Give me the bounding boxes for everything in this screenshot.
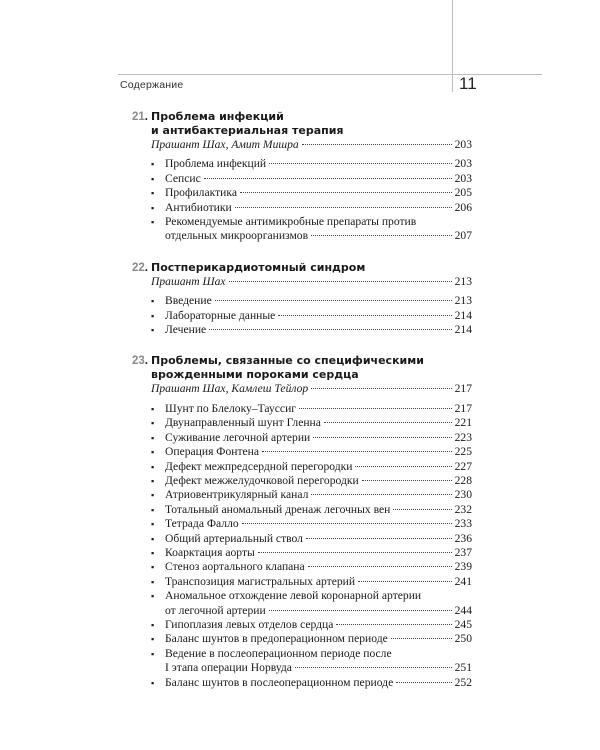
bullet-icon: ▪ — [151, 677, 155, 688]
toc-item-page: 227 — [454, 459, 472, 473]
toc-item[interactable] — [151, 201, 472, 215]
chapter-number — [132, 261, 151, 275]
toc-item-page: 237 — [454, 545, 472, 559]
toc-item-line — [165, 309, 472, 323]
toc-item[interactable] — [151, 157, 472, 171]
chapter-number-digits: 21 — [132, 111, 145, 123]
toc-item-line — [165, 474, 472, 488]
chapter-title-line: Проблемы, связанные со специфическими — [151, 354, 424, 368]
toc-item-text: Дефект межжелудочковой перегородки — [165, 473, 359, 487]
dot-leader — [311, 235, 452, 236]
toc-item[interactable] — [151, 172, 472, 186]
toc-item-page: 203 — [454, 157, 472, 171]
toc-item-body — [165, 517, 472, 531]
toc-item-line — [165, 323, 472, 337]
bullet-icon: ▪ — [151, 547, 155, 558]
toc-item-page: 217 — [454, 401, 472, 415]
chapter-number-dot: . — [144, 261, 148, 274]
toc-item-text: Лечение — [165, 323, 207, 337]
toc-item-text: Атриовентрикулярный канал — [165, 488, 309, 502]
toc-item[interactable] — [151, 431, 472, 445]
bullet-icon: ▪ — [151, 634, 155, 645]
page-number: 11 — [459, 74, 477, 93]
toc-item-line — [165, 431, 472, 445]
authors-page: 217 — [454, 382, 472, 396]
toc-item-page: 245 — [454, 617, 472, 631]
header-horizontal-rule — [118, 74, 542, 75]
toc-item-body — [165, 589, 472, 618]
bullet-icon: ▪ — [151, 188, 155, 199]
dot-leader — [240, 192, 452, 193]
toc-item-line — [165, 676, 472, 690]
toc-item[interactable] — [151, 676, 472, 690]
toc-item-page: 206 — [454, 200, 472, 214]
toc-item-page: 214 — [454, 308, 472, 322]
toc-item-body — [165, 294, 472, 308]
toc-item-text: Операция Фонтена — [165, 445, 260, 459]
toc-item[interactable] — [151, 294, 472, 308]
chapter-title-line: и антибактериальная терапия — [151, 124, 344, 137]
dot-leader — [306, 538, 452, 539]
toc-item-page: 203 — [454, 171, 472, 185]
toc-item-first-line: Ведение в послеоперационном периоде после — [165, 646, 392, 660]
toc-item-text: Двунаправленный шунт Гленна — [165, 416, 321, 430]
dot-leader — [299, 408, 452, 409]
toc-item-body — [165, 503, 472, 517]
toc-item[interactable] — [151, 402, 472, 416]
bullet-icon: ▪ — [151, 475, 155, 486]
toc-item-body — [165, 431, 472, 445]
dot-leader — [396, 682, 451, 683]
toc-item[interactable] — [151, 460, 472, 474]
toc-item-line — [165, 157, 472, 171]
toc-item[interactable] — [151, 618, 472, 632]
dot-leader — [302, 144, 452, 145]
dot-leader — [324, 422, 452, 423]
chapter-number-dot: . — [144, 111, 148, 123]
bullet-icon: ▪ — [151, 519, 155, 530]
toc-item[interactable] — [151, 503, 472, 517]
toc-item-text: Суживание легочной артерии — [165, 430, 311, 444]
toc-item-body — [165, 488, 472, 502]
toc-item-body — [165, 560, 472, 574]
toc-item[interactable] — [151, 632, 472, 646]
dot-leader — [215, 300, 452, 301]
toc-item-page: 214 — [454, 323, 472, 337]
authors-row[interactable] — [151, 138, 472, 152]
toc-item-line — [165, 618, 472, 632]
toc-item-page: 241 — [454, 574, 472, 588]
authors-row[interactable] — [151, 382, 472, 396]
bullet-icon: ▪ — [151, 159, 155, 170]
toc-item-line — [165, 201, 472, 215]
chapter-authors: Прашант Шах — [151, 274, 226, 288]
dot-leader — [235, 207, 452, 208]
toc-item-text: Тетрада Фалло — [165, 517, 239, 531]
toc-item-text: Лабораторные данные — [165, 308, 276, 322]
dot-leader — [358, 581, 452, 582]
toc-item[interactable] — [151, 647, 472, 676]
toc-item[interactable] — [151, 589, 472, 618]
toc-item-text: Шунт по Блелоку–Таусcиг — [165, 401, 297, 415]
dot-leader — [209, 329, 451, 330]
bullet-icon: ▪ — [151, 447, 155, 458]
bullet-icon: ▪ — [151, 562, 155, 573]
toc-item-text: Тотальный аномальный дренаж легочных вен — [165, 502, 391, 516]
toc-item[interactable] — [151, 575, 472, 589]
toc-item-body — [165, 618, 472, 632]
toc-item-text: Дефект межпредсердной перегородки — [165, 459, 353, 473]
toc-item-text: Проблема инфекций — [165, 157, 267, 171]
chapter-title-line: Проблема инфекций — [151, 110, 284, 123]
toc-item-text: Коарктация аорты — [165, 545, 255, 559]
toc-item-line — [165, 560, 472, 574]
toc-item-body — [165, 632, 472, 646]
toc-item-line — [165, 503, 472, 517]
toc-item-text: Стеноз аортального клапана — [165, 560, 305, 574]
toc-item-body — [165, 647, 472, 676]
toc-item-line — [165, 416, 472, 430]
toc-item-page: 230 — [454, 488, 472, 502]
toc-item-body — [165, 402, 472, 416]
bullet-icon: ▪ — [151, 173, 155, 184]
chapter-title-line: Постперикардиотомный синдром — [151, 260, 366, 274]
dot-leader — [262, 451, 452, 452]
bullet-icon: ▪ — [151, 432, 155, 443]
dot-leader — [278, 315, 451, 316]
authors-row[interactable] — [151, 275, 472, 289]
toc-item-line — [165, 186, 472, 200]
toc-item-body — [165, 474, 472, 488]
authors-page: 203 — [454, 138, 472, 151]
toc-item-text: Транспозиция магистральных артерий — [165, 574, 356, 588]
toc-item-line — [165, 604, 472, 618]
dot-leader — [391, 638, 452, 639]
toc-item-line — [165, 294, 472, 308]
toc-item-page: 228 — [454, 473, 472, 487]
toc-item-text: I этапа операции Норвуда — [165, 661, 292, 675]
toc-item-page: 251 — [454, 661, 472, 675]
toc-item[interactable] — [151, 186, 472, 200]
dot-leader — [269, 610, 452, 611]
toc-item[interactable] — [151, 546, 472, 560]
toc-item-first-line: Рекомендуемые антимикробные препараты против — [165, 215, 417, 229]
chapter-number — [132, 110, 151, 124]
chapter-number-digits: 22 — [132, 261, 145, 274]
dot-leader — [204, 178, 452, 179]
bullet-icon: ▪ — [151, 310, 155, 321]
toc-item-line — [165, 546, 472, 560]
toc-item-line — [165, 172, 472, 186]
toc-item-line — [165, 229, 472, 243]
toc-item-text: Гипоплазия левых отделов сердца — [165, 617, 334, 631]
toc-item-page: 250 — [454, 632, 472, 646]
toc-item-text: Антибиотики — [165, 200, 232, 214]
toc-item-body — [165, 172, 472, 186]
toc-item-text: Сепсис — [165, 171, 201, 185]
chapter-authors: Прашант Шах, Амит Мишра — [151, 138, 299, 151]
toc-item-line — [165, 402, 472, 416]
chapter-number — [132, 354, 151, 368]
header-vertical-rule — [452, 0, 453, 92]
toc-item-body — [165, 186, 472, 200]
chapter-heading — [132, 354, 472, 382]
bullet-icon: ▪ — [151, 418, 155, 429]
toc-item-body — [165, 416, 472, 430]
bullet-icon: ▪ — [151, 461, 155, 472]
dot-leader — [258, 552, 452, 553]
dot-leader — [393, 509, 451, 510]
chapter-title[interactable] — [151, 261, 365, 275]
dot-leader — [269, 163, 451, 164]
toc-item[interactable] — [151, 416, 472, 430]
dot-leader — [336, 624, 451, 625]
toc-item-line — [165, 460, 472, 474]
toc-item-text: Баланс шунтов в послеоперационном периоде — [165, 675, 394, 689]
toc-item-page: 221 — [454, 416, 472, 430]
chapter-21 — [132, 110, 472, 244]
dot-leader — [311, 494, 451, 495]
toc-item-body — [165, 323, 472, 337]
toc-item-body — [165, 460, 472, 474]
toc-item[interactable] — [151, 517, 472, 531]
toc-item-body — [165, 157, 472, 171]
chapter-number-digits: 23 — [132, 355, 145, 368]
toc-item-page: 239 — [454, 560, 472, 574]
chapter-title-line: врожденными пороками сердца — [151, 368, 359, 382]
toc-item-page: 236 — [454, 531, 472, 545]
dot-leader — [242, 523, 452, 524]
chapter-number-dot: . — [144, 355, 148, 368]
toc-item-body — [165, 546, 472, 560]
toc-item[interactable] — [151, 309, 472, 323]
toc-item[interactable] — [151, 215, 472, 244]
authors-page: 213 — [454, 274, 472, 288]
toc-item-page: 233 — [454, 517, 472, 531]
dot-leader — [229, 281, 452, 282]
chapter-heading — [132, 261, 472, 275]
dot-leader — [313, 437, 451, 438]
bullet-icon: ▪ — [151, 619, 155, 630]
toc-item-body — [165, 445, 472, 459]
toc-item-page: 207 — [454, 229, 472, 243]
bullet-icon: ▪ — [151, 490, 155, 501]
toc-item-line — [165, 445, 472, 459]
toc-item-page: 232 — [454, 502, 472, 516]
toc-item-text: от легочной артерии — [165, 603, 266, 617]
bullet-icon: ▪ — [151, 296, 155, 307]
toc-item-body — [165, 676, 472, 690]
bullet-icon: ▪ — [151, 576, 155, 587]
dot-leader — [355, 466, 451, 467]
toc-item-text: Баланс шунтов в предоперационном периоде — [165, 632, 388, 646]
chapter-heading — [132, 110, 472, 138]
bullet-icon: ▪ — [151, 325, 155, 336]
toc-item-page: 205 — [454, 186, 472, 200]
toc-item-page: 244 — [454, 603, 472, 617]
toc-item-text: Общий артериальный ствол — [165, 531, 303, 545]
toc-item-page: 223 — [454, 430, 472, 444]
toc-item[interactable] — [151, 532, 472, 546]
bullet-icon: ▪ — [151, 591, 155, 602]
toc-item-line — [165, 488, 472, 502]
toc-item-line — [165, 532, 472, 546]
toc-item-line — [165, 661, 472, 675]
chapter-title[interactable] — [151, 354, 424, 382]
bullet-icon: ▪ — [151, 533, 155, 544]
chapter-title[interactable] — [151, 110, 343, 138]
chapter-authors: Прашант Шах, Камлеш Тейлор — [151, 382, 309, 396]
toc-item-body — [165, 575, 472, 589]
bullet-icon: ▪ — [151, 648, 155, 659]
dot-leader — [362, 480, 452, 481]
dot-leader — [295, 667, 452, 668]
bullet-icon: ▪ — [151, 504, 155, 515]
toc-item[interactable] — [151, 474, 472, 488]
toc-item-line — [165, 632, 472, 646]
toc-item-page: 225 — [454, 445, 472, 459]
toc-item[interactable] — [151, 560, 472, 574]
toc-item-text: отдельных микроорганизмов — [165, 229, 309, 243]
toc-item[interactable] — [151, 323, 472, 337]
toc-item-text: Введение — [165, 294, 212, 308]
dot-leader — [308, 566, 452, 567]
toc-item-body — [165, 309, 472, 323]
toc-item-line — [165, 517, 472, 531]
toc-item-body — [165, 201, 472, 215]
chapter-23 — [132, 354, 472, 690]
toc-item-text: Профилактика — [165, 186, 237, 200]
dot-leader — [311, 388, 451, 389]
bullet-icon: ▪ — [151, 217, 155, 228]
bullet-icon: ▪ — [151, 202, 155, 213]
toc-item-body — [165, 532, 472, 546]
bullet-icon: ▪ — [151, 403, 155, 414]
toc-item[interactable] — [151, 488, 472, 502]
toc-item-body — [165, 215, 472, 244]
toc-item-first-line: Аномальное отхождение левой коронарной артерии — [165, 589, 422, 603]
toc-item-line — [165, 575, 472, 589]
chapter-22 — [132, 261, 472, 338]
running-header-title: Содержание — [120, 79, 184, 91]
toc-item-page: 213 — [454, 294, 472, 308]
toc-item-page: 252 — [454, 675, 472, 689]
table-of-contents — [132, 110, 472, 707]
toc-item[interactable] — [151, 445, 472, 459]
